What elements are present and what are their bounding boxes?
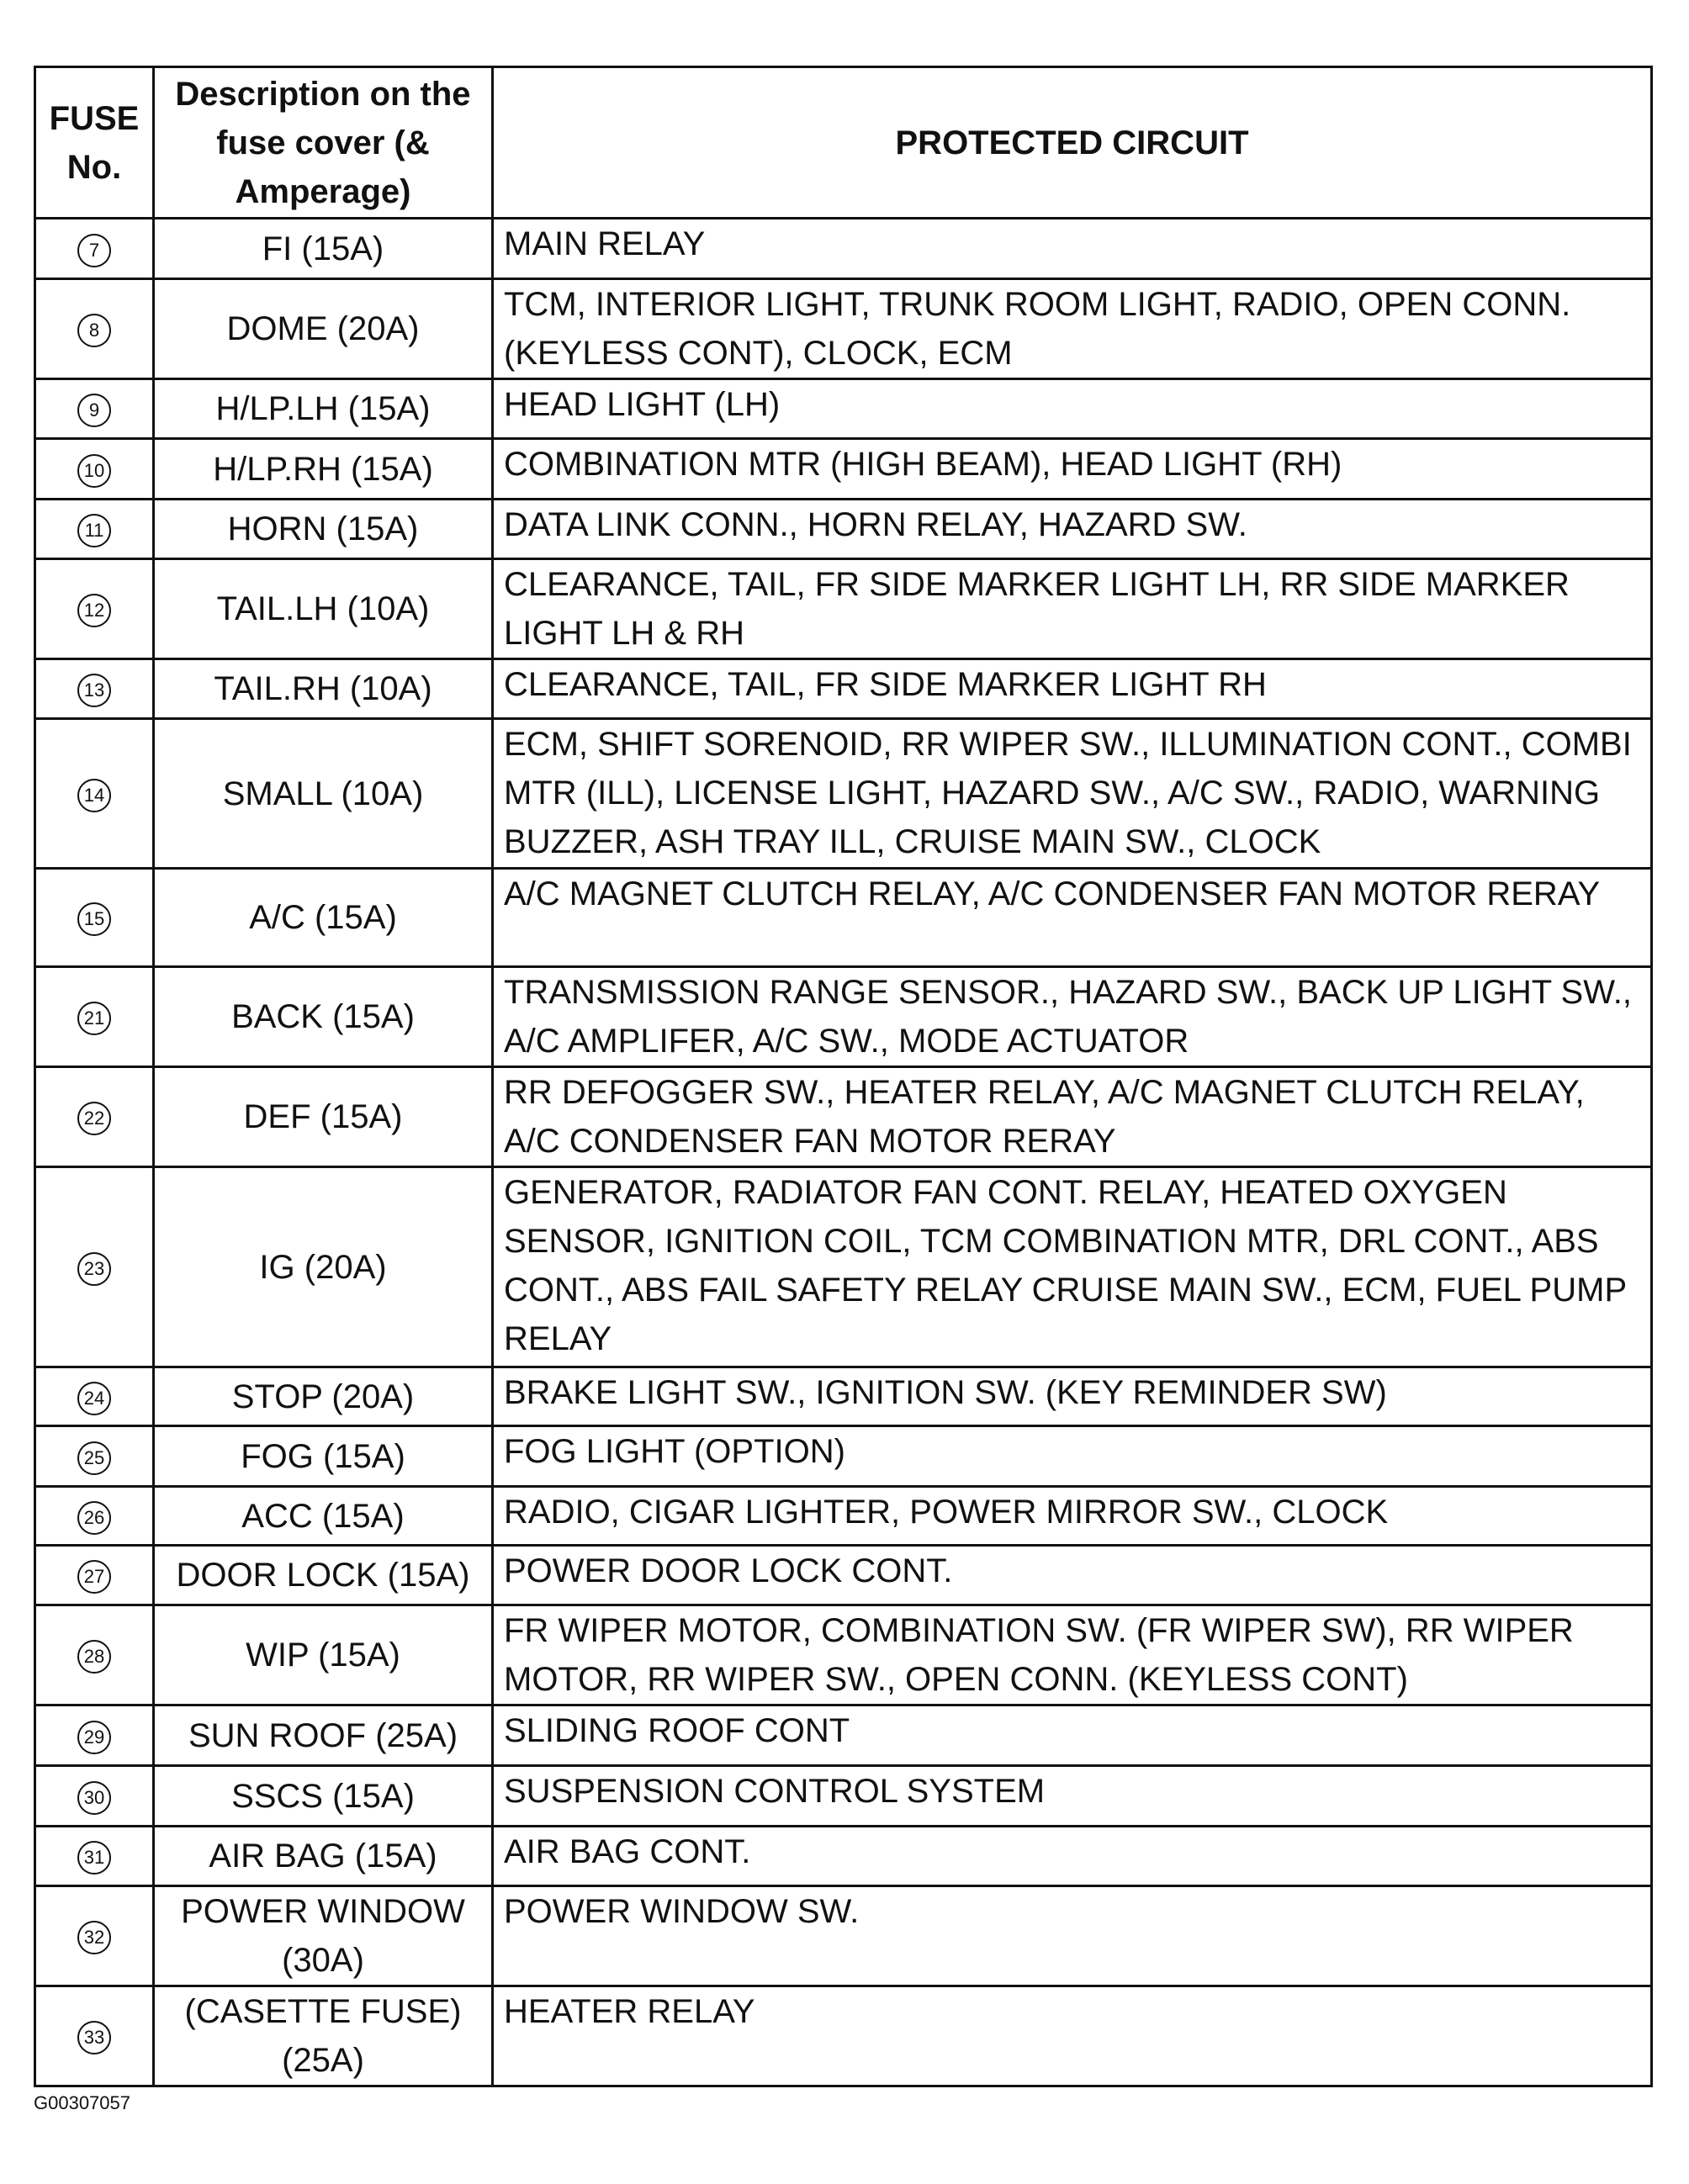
table-row <box>35 379 1652 439</box>
fuse-number-badge: 31 <box>77 1841 111 1875</box>
table-row <box>35 967 1652 1067</box>
table-row <box>35 279 1652 379</box>
fuse-number-badge: 7 <box>77 234 111 267</box>
table-row <box>35 439 1652 500</box>
protected-circuit: POWER WINDOW SW. <box>493 1886 1652 1986</box>
table-row <box>35 1546 1652 1605</box>
protected-circuit: RADIO, CIGAR LIGHTER, POWER MIRROR SW., CLOCK <box>493 1487 1652 1546</box>
table-row <box>35 869 1652 967</box>
fuse-description: STOP (20A) <box>154 1367 493 1426</box>
fuse-description: H/LP.RH (15A) <box>154 439 493 500</box>
protected-circuit: DATA LINK CONN., HORN RELAY, HAZARD SW. <box>493 500 1652 559</box>
protected-circuit: SLIDING ROOF CONT <box>493 1705 1652 1766</box>
table-row <box>35 1886 1652 1986</box>
protected-circuit: TCM, INTERIOR LIGHT, TRUNK ROOM LIGHT, RADIO, OPEN CONN. (KEYLESS CONT), CLOCK, ECM <box>493 279 1652 379</box>
protected-circuit: HEATER RELAY <box>493 1986 1652 2086</box>
fuse-description: BACK (15A) <box>154 967 493 1067</box>
fuse-number-badge: 11 <box>77 514 111 547</box>
fuse-number-badge: 14 <box>77 779 111 812</box>
protected-circuit: ECM, SHIFT SORENOID, RR WIPER SW., ILLUMINATION CONT., COMBI MTR (ILL), LICENSE LIGHT, HAZARD SW., A/C SW., RADIO, WARNING BUZZER, ASH TRAY ILL, CRUISE MAIN SW., CLOCK <box>493 719 1652 869</box>
fuse-number-badge: 9 <box>77 394 111 427</box>
table-row <box>35 1705 1652 1766</box>
fuse-number-badge: 10 <box>77 454 111 488</box>
protected-circuit: BRAKE LIGHT SW., IGNITION SW. (KEY REMINDER SW) <box>493 1367 1652 1426</box>
fuse-description: FI (15A) <box>154 219 493 279</box>
fuse-number-badge: 26 <box>77 1501 111 1535</box>
fuse-description: DOOR LOCK (15A) <box>154 1546 493 1605</box>
table-row <box>35 1167 1652 1367</box>
protected-circuit: RR DEFOGGER SW., HEATER RELAY, A/C MAGNET CLUTCH RELAY, A/C CONDENSER FAN MOTOR RERAY <box>493 1067 1652 1167</box>
fuse-description: ACC (15A) <box>154 1487 493 1546</box>
table-row <box>35 219 1652 279</box>
protected-circuit: A/C MAGNET CLUTCH RELAY, A/C CONDENSER FAN MOTOR RERAY <box>493 869 1652 967</box>
fuse-description: SMALL (10A) <box>154 719 493 869</box>
header-description: Description on the fuse cover (& Amperage) <box>154 67 493 219</box>
table-row <box>35 1067 1652 1167</box>
fuse-number-badge: 25 <box>77 1441 111 1475</box>
fuse-number-badge: 13 <box>77 674 111 707</box>
fuse-description: H/LP.LH (15A) <box>154 379 493 439</box>
fuse-number-badge: 30 <box>77 1781 111 1815</box>
protected-circuit: FR WIPER MOTOR, COMBINATION SW. (FR WIPER SW), RR WIPER MOTOR, RR WIPER SW., OPEN CONN. (KEYLESS CONT) <box>493 1605 1652 1705</box>
fuse-number-badge: 8 <box>77 314 111 347</box>
fuse-description: SUN ROOF (25A) <box>154 1705 493 1766</box>
table-row <box>35 1367 1652 1426</box>
fuse-description: POWER WINDOW (30A) <box>154 1886 493 1986</box>
table-row <box>35 500 1652 559</box>
fuse-number-badge: 33 <box>77 2021 111 2054</box>
fuse-number-badge: 22 <box>77 1102 111 1135</box>
table-row <box>35 559 1652 659</box>
table-row <box>35 719 1652 869</box>
table-row <box>35 1487 1652 1546</box>
table-row <box>35 1766 1652 1827</box>
header-row <box>35 67 1652 219</box>
table-row <box>35 659 1652 719</box>
protected-circuit: MAIN RELAY <box>493 219 1652 279</box>
fuse-number-badge: 28 <box>77 1640 111 1674</box>
table-row <box>35 1605 1652 1705</box>
fuse-number-badge: 15 <box>77 902 111 936</box>
protected-circuit: POWER DOOR LOCK CONT. <box>493 1546 1652 1605</box>
protected-circuit: FOG LIGHT (OPTION) <box>493 1426 1652 1487</box>
protected-circuit: GENERATOR, RADIATOR FAN CONT. RELAY, HEATED OXYGEN SENSOR, IGNITION COIL, TCM COMBINATION MTR, DRL CONT., ABS CONT., ABS FAIL SAFETY RELAY CRUISE MAIN SW., ECM, FUEL PUMP RELAY <box>493 1167 1652 1367</box>
fuse-number-badge: 21 <box>77 1002 111 1035</box>
protected-circuit: SUSPENSION CONTROL SYSTEM <box>493 1766 1652 1827</box>
table-row <box>35 1426 1652 1487</box>
fuse-description: TAIL.RH (10A) <box>154 659 493 719</box>
protected-circuit: COMBINATION MTR (HIGH BEAM), HEAD LIGHT (RH) <box>493 439 1652 500</box>
fuse-number-badge: 23 <box>77 1252 111 1286</box>
fuse-description: AIR BAG (15A) <box>154 1827 493 1886</box>
fuse-number-badge: 32 <box>77 1921 111 1954</box>
protected-circuit: HEAD LIGHT (LH) <box>493 379 1652 439</box>
figure-code: G00307057 <box>34 2092 130 2113</box>
fuse-description: IG (20A) <box>154 1167 493 1367</box>
header-fuse-no: FUSE No. <box>35 67 154 219</box>
fuse-number-badge: 12 <box>77 594 111 627</box>
table-row <box>35 1827 1652 1886</box>
protected-circuit: TRANSMISSION RANGE SENSOR., HAZARD SW., BACK UP LIGHT SW., A/C AMPLIFER, A/C SW., MODE ACTUATOR <box>493 967 1652 1067</box>
fuse-description: DOME (20A) <box>154 279 493 379</box>
fuse-description: SSCS (15A) <box>154 1766 493 1827</box>
fuse-description: WIP (15A) <box>154 1605 493 1705</box>
protected-circuit: CLEARANCE, TAIL, FR SIDE MARKER LIGHT RH <box>493 659 1652 719</box>
fuse-number-badge: 27 <box>77 1560 111 1594</box>
fuse-number-badge: 29 <box>77 1721 111 1754</box>
fuse-description: TAIL.LH (10A) <box>154 559 493 659</box>
header-protected-circuit: PROTECTED CIRCUIT <box>493 67 1652 219</box>
fuse-description: HORN (15A) <box>154 500 493 559</box>
fuse-table <box>34 66 1653 2087</box>
fuse-description: FOG (15A) <box>154 1426 493 1487</box>
protected-circuit: CLEARANCE, TAIL, FR SIDE MARKER LIGHT LH, RR SIDE MARKER LIGHT LH & RH <box>493 559 1652 659</box>
protected-circuit: AIR BAG CONT. <box>493 1827 1652 1886</box>
fuse-description: DEF (15A) <box>154 1067 493 1167</box>
fuse-description: A/C (15A) <box>154 869 493 967</box>
table-row <box>35 1986 1652 2086</box>
fuse-description: (CASETTE FUSE) (25A) <box>154 1986 493 2086</box>
fuse-number-badge: 24 <box>77 1382 111 1415</box>
